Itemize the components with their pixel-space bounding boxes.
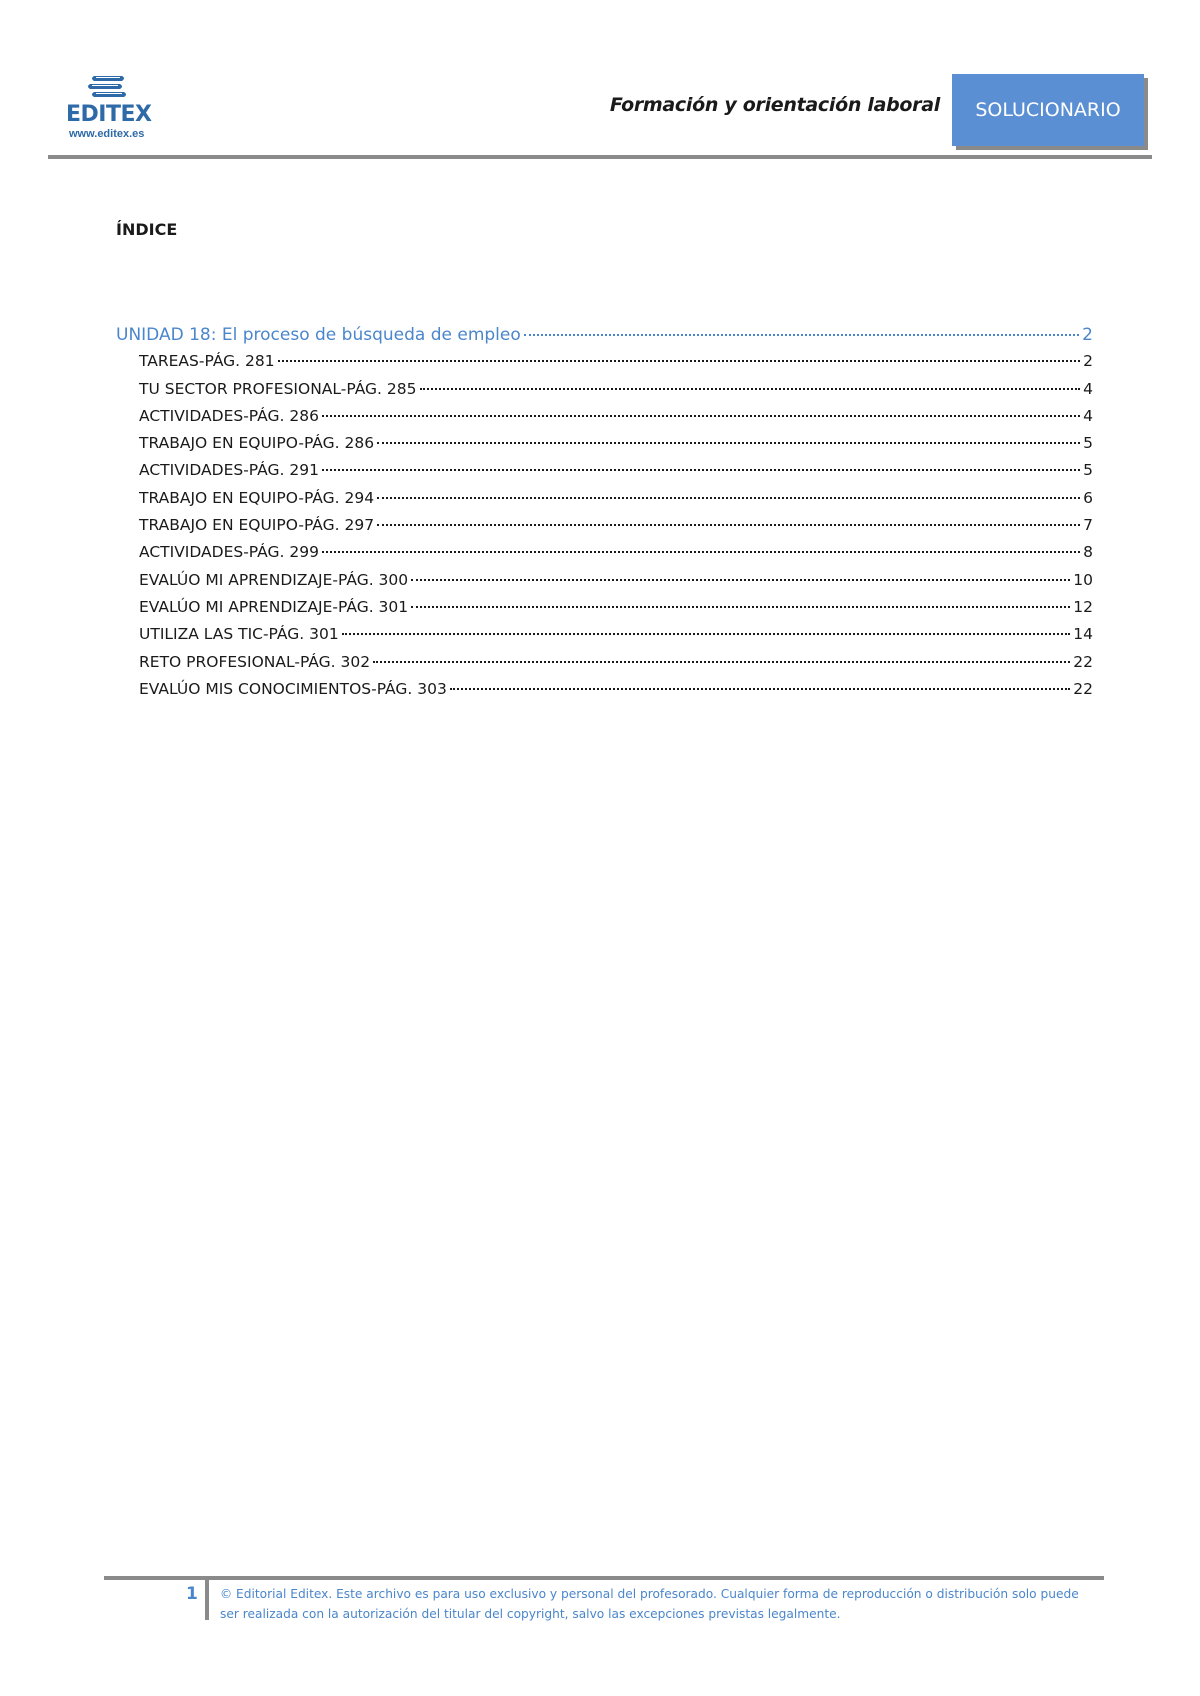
toc-entry-label: TRABAJO EN EQUIPO-PÁG. 294: [139, 488, 375, 507]
editex-logo: [64, 74, 154, 142]
toc-leader-dots: [377, 442, 1080, 444]
toc-entry-page: 12: [1073, 597, 1093, 616]
toc-entry-page: 22: [1073, 679, 1093, 698]
toc-entry-label: ACTIVIDADES-PÁG. 291: [139, 461, 319, 480]
toc-entry[interactable]: [116, 571, 1093, 598]
toc-entry-page: 22: [1073, 652, 1093, 671]
page-number: 1: [186, 1584, 198, 1604]
index-heading: ÍNDICE: [116, 220, 178, 239]
toc-unit-page: 2: [1082, 325, 1093, 345]
toc-entry-page: 5: [1083, 434, 1093, 453]
toc-entry-list: [116, 352, 1093, 707]
table-of-contents: [116, 325, 1093, 707]
toc-entry[interactable]: [116, 598, 1093, 625]
toc-entry-label: RETO PROFESIONAL-PÁG. 302: [139, 652, 371, 671]
toc-entry[interactable]: [116, 489, 1093, 516]
toc-entry-label: ACTIVIDADES-PÁG. 286: [139, 406, 319, 425]
toc-entry-page: 4: [1083, 406, 1093, 425]
toc-leader-dots: [377, 497, 1080, 499]
toc-entry-page: 2: [1083, 352, 1093, 371]
toc-entry-label: TAREAS-PÁG. 281: [139, 352, 275, 371]
toc-entry-label: EVALÚO MI APRENDIZAJE-PÁG. 300: [139, 570, 409, 589]
toc-leader-dots: [322, 415, 1080, 417]
toc-entry[interactable]: [116, 516, 1093, 543]
toc-entry-label: TRABAJO EN EQUIPO-PÁG. 297: [139, 516, 375, 535]
footer-divider: [104, 1576, 1104, 1580]
copyright-notice: © Editorial Editex. Este archivo es para uso exclusivo y personal del profesorado. Cualquier forma de reproducción o distribución solo puede ser realizada con la autorización del titular del copyright, salvo las excepciones previstas legalmente.: [220, 1587, 1079, 1621]
toc-entry[interactable]: [116, 461, 1093, 488]
toc-entry-page: 10: [1073, 570, 1093, 589]
toc-entry-label: EVALÚO MI APRENDIZAJE-PÁG. 301: [139, 597, 409, 616]
toc-leader-dots: [322, 551, 1080, 553]
toc-unit-label: UNIDAD 18: El proceso de búsqueda de empleo: [116, 325, 521, 345]
footer-separator: [205, 1580, 209, 1620]
toc-entry[interactable]: [116, 407, 1093, 434]
solucionario-badge: SOLUCIONARIO: [952, 74, 1144, 146]
toc-entry-page: 7: [1083, 516, 1093, 535]
header-divider: [48, 155, 1152, 159]
subject-title: Formación y orientación laboral: [609, 94, 940, 116]
books-stack-icon: [86, 74, 126, 100]
logo-brand: EDITEX: [66, 102, 152, 127]
toc-entry-page: 5: [1083, 461, 1093, 480]
toc-leader-dots: [278, 360, 1081, 362]
toc-leader-dots: [411, 606, 1070, 608]
toc-entry-label: UTILIZA LAS TIC-PÁG. 301: [139, 625, 339, 644]
toc-leader-dots: [342, 633, 1071, 635]
toc-entry-page: 14: [1073, 625, 1093, 644]
toc-entry[interactable]: [116, 625, 1093, 652]
toc-entry[interactable]: [116, 352, 1093, 379]
toc-leader-dots: [420, 388, 1081, 390]
toc-entry[interactable]: [116, 543, 1093, 570]
toc-unit-entry[interactable]: [116, 325, 1093, 352]
toc-entry[interactable]: [116, 380, 1093, 407]
toc-leader-dots: [373, 661, 1070, 663]
toc-leader-dots: [322, 469, 1080, 471]
toc-entry-label: ACTIVIDADES-PÁG. 299: [139, 543, 319, 562]
toc-entry[interactable]: [116, 680, 1093, 707]
toc-leader-dots: [411, 579, 1070, 581]
toc-leader-dots: [524, 334, 1079, 336]
toc-entry-page: 4: [1083, 379, 1093, 398]
logo-url: www.editex.es: [69, 128, 145, 140]
toc-entry-label: EVALÚO MIS CONOCIMIENTOS-PÁG. 303: [139, 679, 447, 698]
toc-leader-dots: [377, 524, 1080, 526]
toc-entry-page: 8: [1083, 543, 1093, 562]
toc-entry[interactable]: [116, 434, 1093, 461]
toc-entry[interactable]: [116, 653, 1093, 680]
toc-entry-label: TU SECTOR PROFESIONAL-PÁG. 285: [139, 379, 417, 398]
toc-entry-page: 6: [1083, 488, 1093, 507]
toc-entry-label: TRABAJO EN EQUIPO-PÁG. 286: [139, 434, 375, 453]
toc-leader-dots: [450, 688, 1070, 690]
